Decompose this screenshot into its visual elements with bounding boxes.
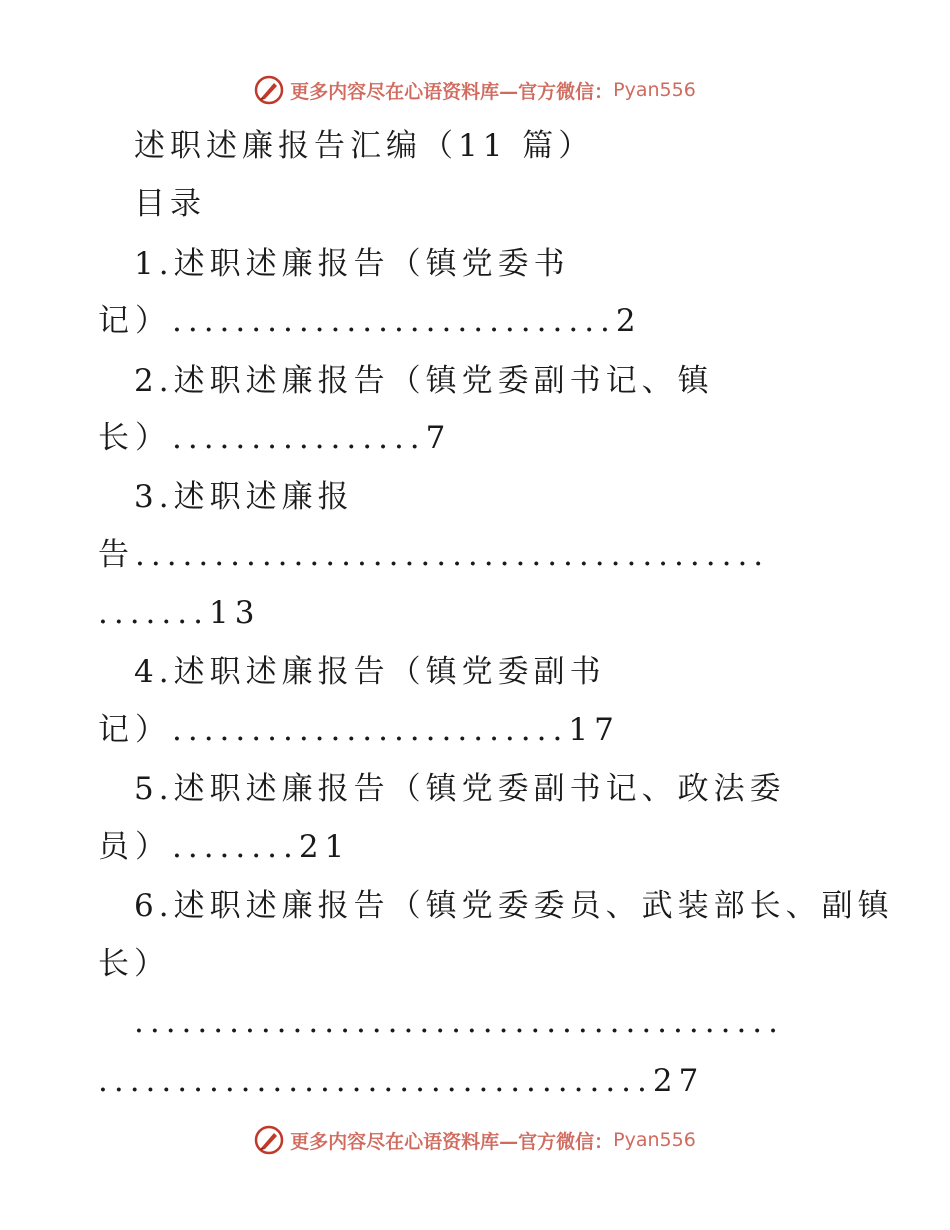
watermark-text: 更多内容尽在心语资料库—官方微信： [290, 80, 614, 103]
toc-entry-6-cont: 长） [98, 946, 170, 982]
watermark-id: Pyan556 [613, 1129, 696, 1151]
watermark-header [0, 70, 950, 110]
toc-entry-4-page: 记）.........................17 [98, 712, 620, 748]
toc-entry-6: 6.述职述廉报告（镇党委委员、武装部长、副镇 [134, 888, 894, 924]
toc-entry-5: 5.述职述廉报告（镇党委副书记、政法委 [134, 771, 786, 807]
watermark-id: Pyan556 [613, 79, 696, 101]
pen-logo-icon [254, 75, 284, 105]
toc-entry-2-page: 长）................7 [98, 420, 452, 456]
watermark-footer [0, 1120, 950, 1160]
toc-entry-3-dots: 告........................................ [98, 537, 770, 573]
toc-entry-6-page: ...................................27 [98, 1063, 705, 1099]
toc-entry-4: 4.述职述廉报告（镇党委副书 [134, 654, 606, 690]
toc-entry-1-page: 记）............................2 [98, 303, 642, 339]
toc-heading: 目录 [134, 186, 206, 222]
watermark-text: 更多内容尽在心语资料库—官方微信： [290, 1130, 614, 1153]
toc-entry-5-page: 员）........21 [98, 829, 351, 865]
pen-logo-icon [254, 1125, 284, 1155]
toc-entry-3: 3.述职述廉报 [134, 479, 354, 515]
toc-entry-1: 1.述职述廉报告（镇党委书 [134, 246, 570, 282]
toc-entry-6-dots: ......................................... [134, 1004, 785, 1040]
toc-entry-3-page: .......13 [98, 595, 261, 631]
document-title: 述职述廉报告汇编（11 篇） [134, 128, 595, 164]
toc-entry-2: 2.述职述廉报告（镇党委副书记、镇 [134, 363, 714, 399]
